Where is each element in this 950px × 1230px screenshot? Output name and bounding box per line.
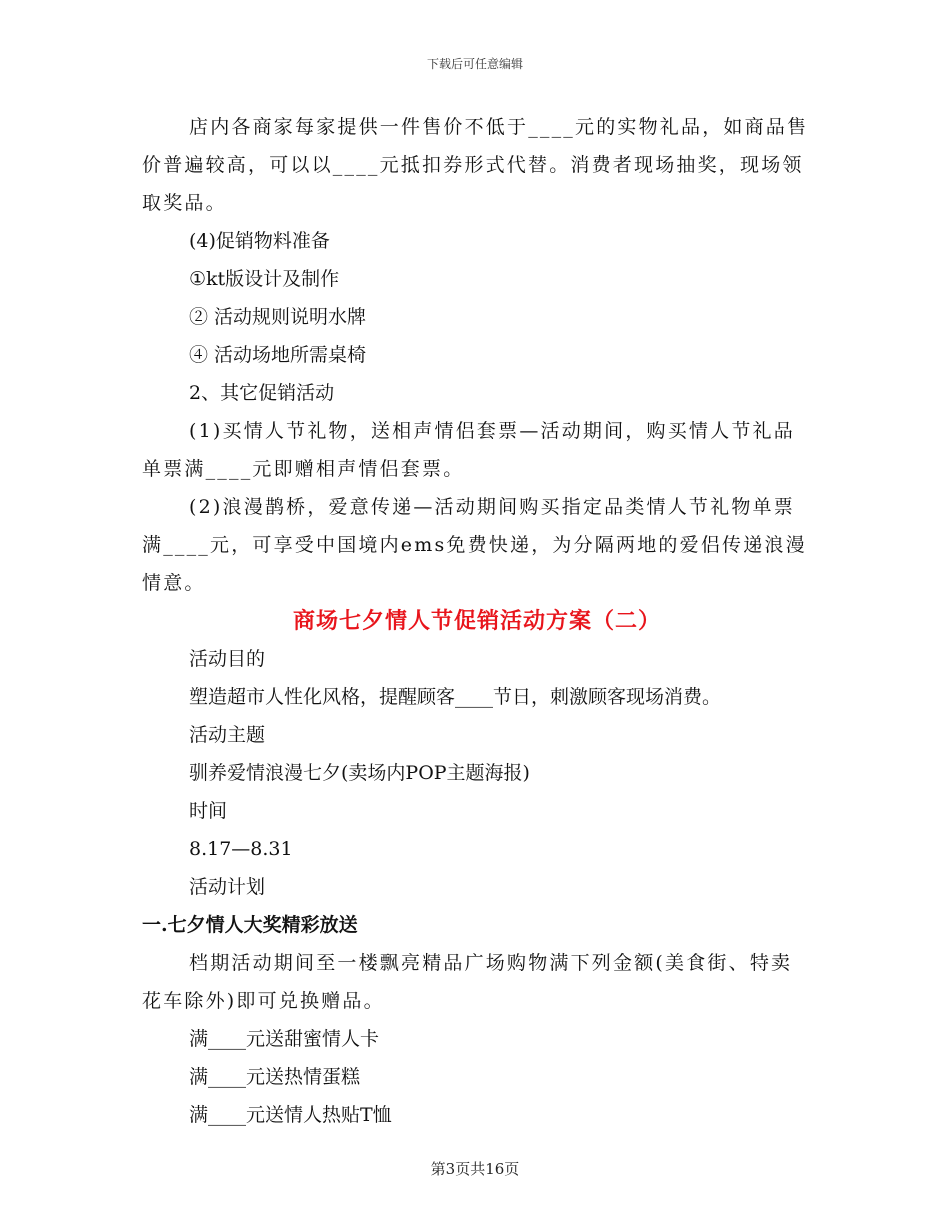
list-item-rules-board: ② 活动规则说明水牌 — [189, 306, 367, 328]
text-theme: 驯养爱情浪漫七夕(卖场内POP主题海报) — [189, 762, 530, 784]
header-note: 下载后可任意编辑 — [426, 57, 523, 71]
paragraph-prizes — [142, 108, 812, 222]
page-title: 商场七夕情人节促销活动方案（二） — [292, 608, 661, 634]
list-item-tables-chairs: ④ 活动场地所需桌椅 — [189, 344, 367, 366]
section-heading-prizes: 一.七夕情人大奖精彩放送 — [142, 914, 358, 936]
paragraph-redeem — [142, 944, 812, 1020]
paragraph-crosstalk-tickets — [142, 412, 812, 488]
label-theme: 活动主题 — [189, 724, 266, 746]
gift-item-cake: 满____元送热情蛋糕 — [189, 1066, 361, 1088]
text-time: 8.17—8.31 — [189, 838, 293, 860]
paragraph-prizes-text: 店内各商家每家提供一件售价不低于____元的实物礼品，如商品售价普遍较高，可以以____元抵扣券形式代替。消费者现场抽奖，现场领取奖品。 — [142, 116, 809, 214]
list-item-kt-board: ①kt版设计及制作 — [189, 268, 340, 290]
label-goal: 活动目的 — [189, 648, 266, 670]
paragraph-redeem-text: 档期活动期间至一楼飘亮精品广场购物满下列金额(美食街、特卖花车除外)即可兑换赠品。 — [142, 952, 793, 1012]
paragraph-free-delivery-text: (2)浪漫鹊桥，爱意传递—活动期间购买指定品类情人节礼物单票满____元，可享受中国境内ems免费快递，为分隔两地的爱侣传递浪漫情意。 — [142, 496, 807, 594]
label-plan: 活动计划 — [189, 876, 266, 898]
paragraph-crosstalk-tickets-text: (1)买情人节礼物，送相声情侣套票—活动期间，购买情人节礼品单票满____元即赠相声情侣套票。 — [142, 420, 795, 480]
text-goal: 塑造超市人性化风格，提醒顾客____节日，刺激顾客现场消费。 — [189, 686, 722, 708]
heading-materials: (4)促销物料准备 — [189, 230, 330, 252]
gift-item-card: 满____元送甜蜜情人卡 — [189, 1028, 380, 1050]
heading-other-promotions: 2、其它促销活动 — [189, 382, 335, 404]
label-time: 时间 — [189, 800, 228, 822]
paragraph-free-delivery — [142, 488, 812, 602]
document-body — [142, 108, 812, 1134]
page-number: 第3页共16页 — [430, 1160, 520, 1178]
gift-item-tshirt: 满____元送情人热贴T恤 — [189, 1104, 392, 1126]
